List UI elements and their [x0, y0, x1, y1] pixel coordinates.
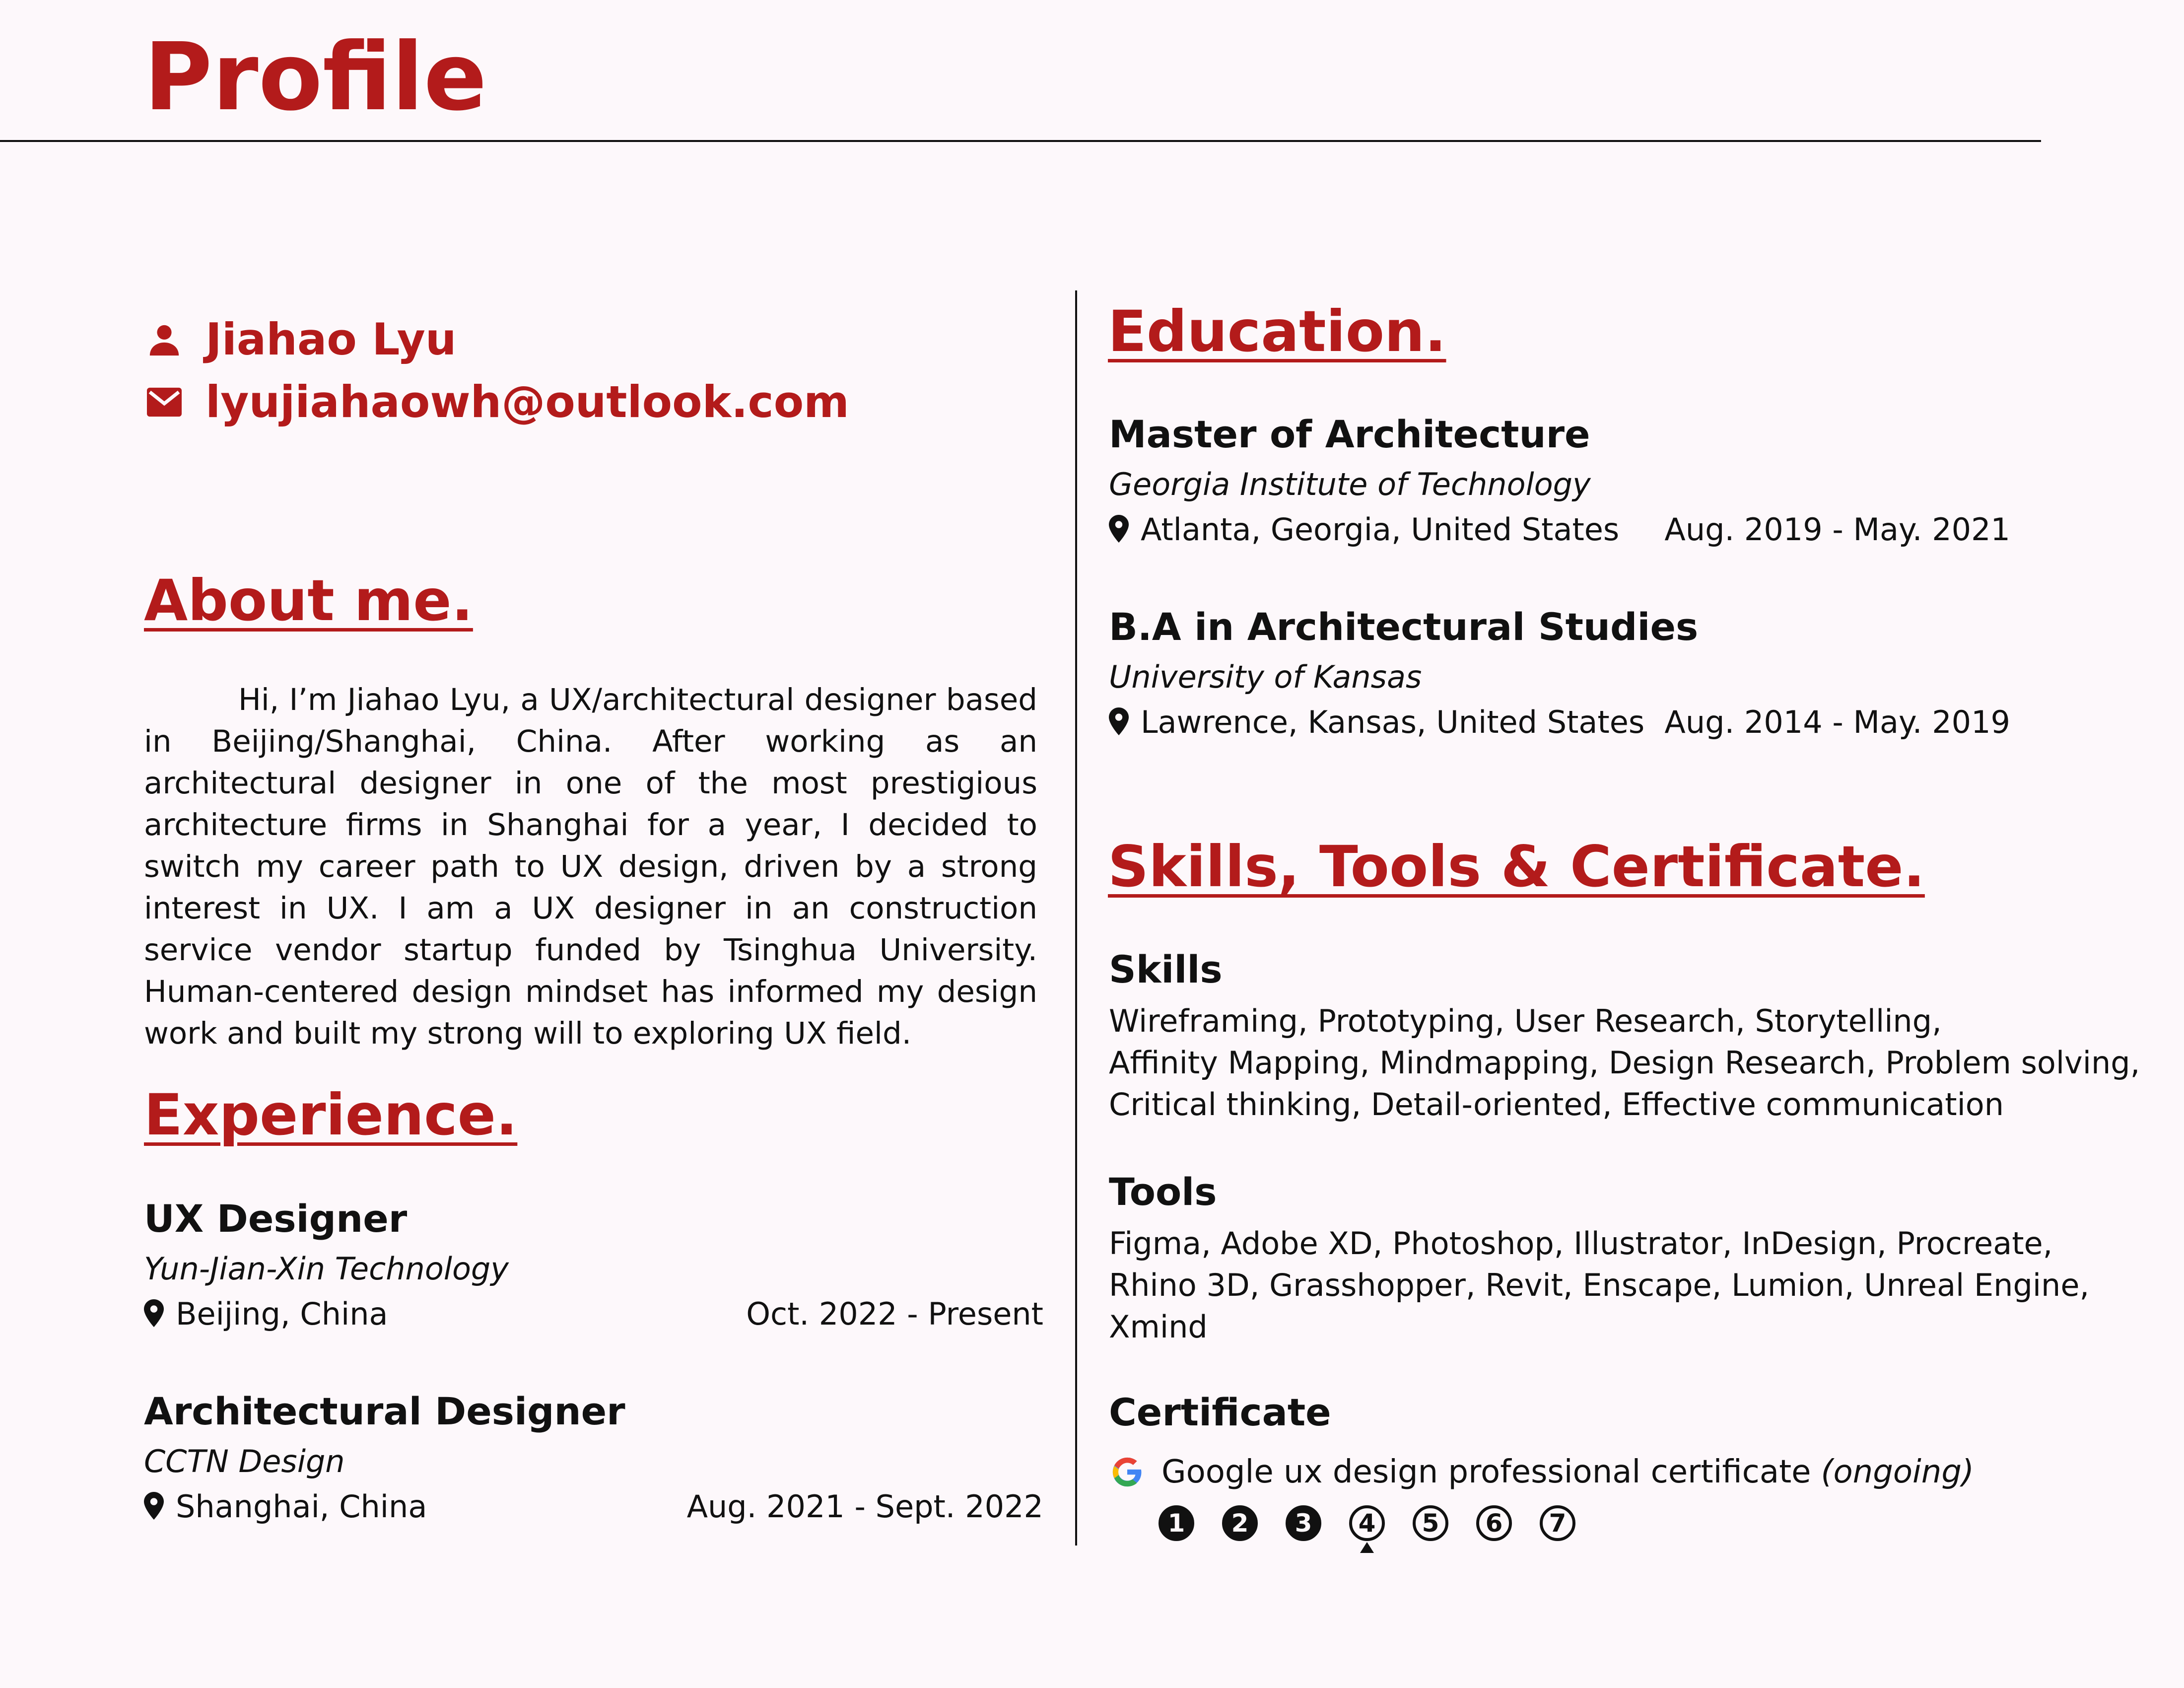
- experience-location: [144, 1296, 388, 1332]
- education-dates: Aug. 2014 - May. 2019: [1664, 704, 2010, 740]
- education-location: [1109, 704, 1644, 740]
- experience-org: CCTN Design: [144, 1443, 345, 1479]
- experience-location-text: Beijing, China: [176, 1296, 388, 1332]
- education-location-text: Atlanta, Georgia, United States: [1141, 511, 1620, 548]
- education-location-text: Lawrence, Kansas, United States: [1141, 704, 1645, 740]
- skills-line: Wireframing, Prototyping, User Research, Storytelling,: [1109, 1003, 1942, 1039]
- education-location: [1109, 511, 1619, 548]
- page-title: Profile: [144, 23, 487, 132]
- skills-line: Affinity Mapping, Mindmapping, Design Research, Problem solving,: [1109, 1045, 2140, 1081]
- location-pin-icon: [1109, 515, 1134, 545]
- person-icon: [144, 319, 185, 360]
- education-school: Georgia Institute of Technology: [1109, 466, 1591, 502]
- experience-role: UX Designer: [144, 1196, 408, 1241]
- education-item: [1109, 605, 2010, 740]
- skills-line: Critical thinking, Detail-oriented, Effective communication: [1109, 1086, 2004, 1123]
- contact-email[interactable]: lyujiahaowh@outlook.com: [205, 376, 849, 427]
- experience-meta: [144, 1296, 1043, 1332]
- education-heading: Education.: [1108, 298, 1446, 364]
- certificate-status: (ongoing): [1821, 1454, 1974, 1490]
- about-text: Hi, I’m Jiahao Lyu, a UX/architectural designer based in Beijing/Shanghai, China. After working as an architectural designer in one of the most prestigious architecture firms in Shanghai for a year, I decided to switch my career path to UX design, driven by a strong interest in UX. I am a UX designer in an construction service vendor startup funded by Tsinghua University. Human-centered design mindset has informed my design work and built my strong will to exploring UX field.: [144, 682, 1037, 1051]
- certificate-row: [1110, 1454, 1974, 1490]
- progress-step: 1: [1159, 1505, 1194, 1541]
- skills-section-heading: Skills, Tools & Certificate.: [1108, 834, 1925, 900]
- mail-icon: [144, 382, 185, 422]
- contact-name: Jiahao Lyu: [205, 314, 457, 365]
- education-meta: [1109, 511, 2010, 548]
- experience-meta: [144, 1488, 1043, 1525]
- tools-block: [1109, 1170, 2151, 1348]
- contact-email-row: [144, 376, 849, 427]
- about-heading: About me.: [144, 567, 473, 633]
- title-divider: [0, 140, 2041, 142]
- progress-step: 6: [1476, 1505, 1512, 1541]
- certificate-progress: [1159, 1505, 1575, 1541]
- experience-location: [144, 1488, 427, 1525]
- experience-dates: Aug. 2021 - Sept. 2022: [686, 1488, 1043, 1525]
- education-meta: [1109, 704, 2010, 740]
- experience-dates: Oct. 2022 - Present: [746, 1296, 1043, 1332]
- google-icon: [1110, 1455, 1145, 1489]
- tools-line: Figma, Adobe XD, Photoshop, Illustrator, InDesign, Procreate,: [1109, 1225, 2053, 1262]
- certificate-title: Certificate: [1109, 1390, 1331, 1434]
- column-divider: [1075, 290, 1077, 1546]
- experience-org: Yun-Jian-Xin Technology: [144, 1251, 509, 1287]
- progress-step-current: 4: [1349, 1505, 1385, 1541]
- skills-block: [1109, 947, 2151, 1125]
- education-dates: Aug. 2019 - May. 2021: [1664, 511, 2010, 548]
- education-school: University of Kansas: [1109, 659, 1422, 695]
- education-degree: Master of Architecture: [1109, 412, 1590, 456]
- location-pin-icon: [144, 1492, 169, 1522]
- experience-item: [144, 1196, 1043, 1332]
- tools-line: Xmind: [1109, 1309, 1208, 1345]
- tools-title: Tools: [1109, 1170, 1217, 1214]
- progress-step: 5: [1413, 1505, 1448, 1541]
- location-pin-icon: [1109, 707, 1134, 737]
- experience-role: Architectural Designer: [144, 1389, 625, 1433]
- certificate-name: Google ux design professional certificate: [1161, 1454, 1811, 1490]
- location-pin-icon: [144, 1299, 169, 1329]
- education-item: [1109, 412, 2010, 548]
- education-degree: B.A in Architectural Studies: [1109, 605, 1699, 649]
- skills-title: Skills: [1109, 947, 1223, 991]
- experience-heading: Experience.: [144, 1082, 518, 1148]
- tools-line: Rhino 3D, Grasshopper, Revit, Enscape, Lumion, Unreal Engine,: [1109, 1267, 2090, 1303]
- experience-location-text: Shanghai, China: [176, 1488, 427, 1525]
- progress-step: 2: [1222, 1505, 1258, 1541]
- contact-name-row: [144, 314, 457, 365]
- progress-step: 7: [1540, 1505, 1575, 1541]
- progress-step: 3: [1286, 1505, 1321, 1541]
- experience-item: [144, 1389, 1043, 1525]
